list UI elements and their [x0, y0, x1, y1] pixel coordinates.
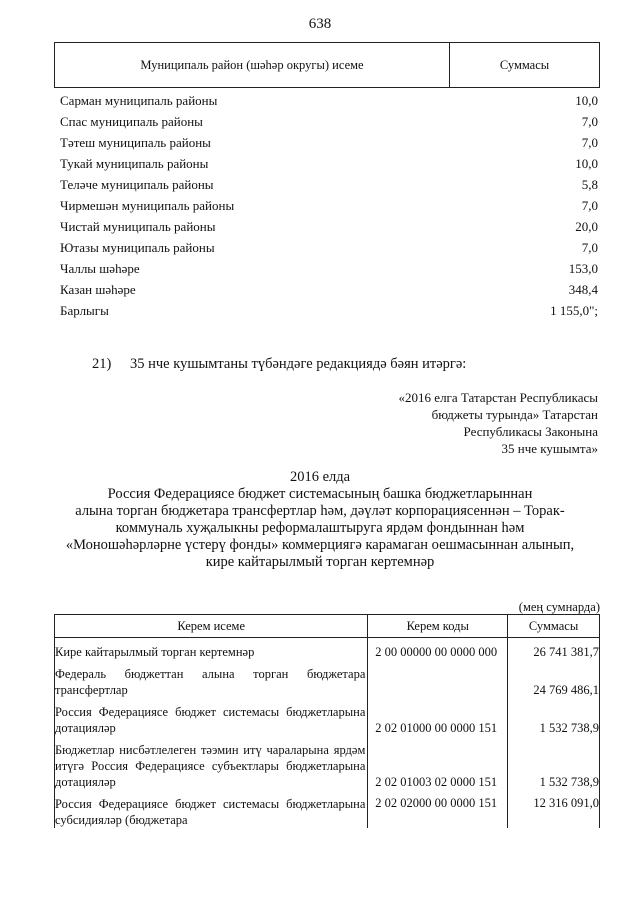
table-row-total [60, 300, 598, 321]
row-value: 7,0 [581, 239, 598, 255]
table2-header [55, 615, 600, 638]
row-value: 20,0 [575, 218, 598, 234]
row-name: Ютазы муниципаль районы [60, 239, 215, 255]
row-name: Чирмешән муниципаль районы [60, 197, 235, 213]
table-row [55, 660, 600, 698]
table2 [54, 614, 600, 828]
table-row [55, 790, 600, 828]
table-row [60, 132, 598, 153]
table-row [60, 111, 598, 132]
header-code: Керем коды [368, 615, 508, 638]
item-text: 35 нче кушымтаны түбәндәге редакциядә бәян итәргә: [130, 356, 467, 372]
cell-code: 2 00 00000 00 0000 000 [368, 638, 508, 661]
row-name: Спас муниципаль районы [60, 113, 203, 129]
cell-sum: 24 769 486,1 [508, 660, 600, 698]
table-row [55, 698, 600, 736]
table1-body [60, 90, 598, 321]
annex-line: бюджеты турында» Татарстан [431, 407, 598, 422]
row-name: Сарман муниципаль районы [60, 92, 218, 108]
row-name: Теләче муниципаль районы [60, 176, 214, 192]
row-value: 5,8 [581, 176, 598, 192]
table-row [60, 90, 598, 111]
cell-name: Россия Федерациясе бюджет системасы бюджетларына дотацияләр [55, 698, 368, 736]
item-number: 21) [92, 356, 112, 372]
row-value: 7,0 [581, 134, 598, 150]
cell-name: Бюджетлар нисбәтлелеген тәэмин итү чараларына ярдәм итүгә Россия Федерациясе субъектлары бюджетларына дотацияләр [55, 736, 368, 790]
row-name: Казан шәһәре [60, 281, 136, 297]
row-name: Барлыгы [60, 302, 109, 318]
cell-sum: 12 316 091,0 [508, 790, 600, 828]
annex-label [360, 389, 598, 457]
table1-header [54, 42, 600, 88]
cell-code: 2 02 01003 02 0000 151 [368, 736, 508, 790]
title-line: «Моношәһәрләрне үстерү фонды» коммерциягә карамаган оешмасыннан алынып, [65, 537, 575, 553]
table1-header-sum: Суммасы [499, 57, 550, 72]
table-row [60, 237, 598, 258]
table1-header-name: Муниципаль район (шәһәр округы) исеме [55, 43, 450, 87]
title-line: кире кайтарылмый торган кертемнәр [205, 554, 435, 570]
title-line: 2016 елда [289, 469, 351, 485]
row-name: Тәтеш муниципаль районы [60, 134, 211, 150]
table-row [55, 638, 600, 661]
row-value: 7,0 [581, 113, 598, 129]
cell-sum: 1 532 738,9 [508, 736, 600, 790]
cell-code [368, 660, 508, 698]
page-number: 638 [308, 16, 332, 32]
table-row [60, 216, 598, 237]
row-value: 7,0 [581, 197, 598, 213]
section-title [40, 469, 600, 571]
row-name: Чистай муниципаль районы [60, 218, 216, 234]
cell-name: Россия Федерациясе бюджет системасы бюджетларына субсидияләр (бюджетара [55, 790, 368, 828]
header-sum: Суммасы [508, 615, 600, 638]
row-name: Тукай муниципаль районы [60, 155, 209, 171]
row-value: 10,0 [575, 155, 598, 171]
cell-name: Федераль бюджеттан алына торган бюджетара трансфертлар [55, 660, 368, 698]
row-value: 1 155,0"; [550, 302, 598, 318]
title-line: алына торган бюджетара трансфертлар һәм, дәүләт корпорациясеннән – Торак- [75, 503, 565, 519]
row-name: Чаллы шәһәре [60, 260, 140, 276]
annex-line: Республикасы Законына [463, 424, 598, 439]
row-value: 153,0 [568, 260, 598, 276]
cell-sum: 1 532 738,9 [508, 698, 600, 736]
annex-line: «2016 елга Татарстан Республикасы [398, 390, 598, 405]
cell-name: Кире кайтарылмый торган кертемнәр [55, 638, 368, 661]
cell-code: 2 02 02000 00 0000 151 [368, 790, 508, 828]
title-line: Россия Федерациясе бюджет системасының башка бюджетларыннан [107, 486, 533, 502]
title-line: коммуналь хуҗалыкны реформалаштыруга ярдәм фондыннан һәм [115, 520, 525, 536]
table-row [55, 736, 600, 790]
row-value: 10,0 [575, 92, 598, 108]
table-row [60, 153, 598, 174]
item-21 [92, 356, 466, 373]
row-value: 348,4 [568, 281, 598, 297]
table-row [60, 195, 598, 216]
annex-line: 35 нче кушымта» [501, 441, 598, 456]
units-note: (мең сумнарда) [518, 600, 600, 614]
header-name: Керем исеме [55, 615, 368, 638]
table-row [60, 174, 598, 195]
cell-code: 2 02 01000 00 0000 151 [368, 698, 508, 736]
cell-sum: 26 741 381,7 [508, 638, 600, 661]
table-row [60, 279, 598, 300]
table-row [60, 258, 598, 279]
